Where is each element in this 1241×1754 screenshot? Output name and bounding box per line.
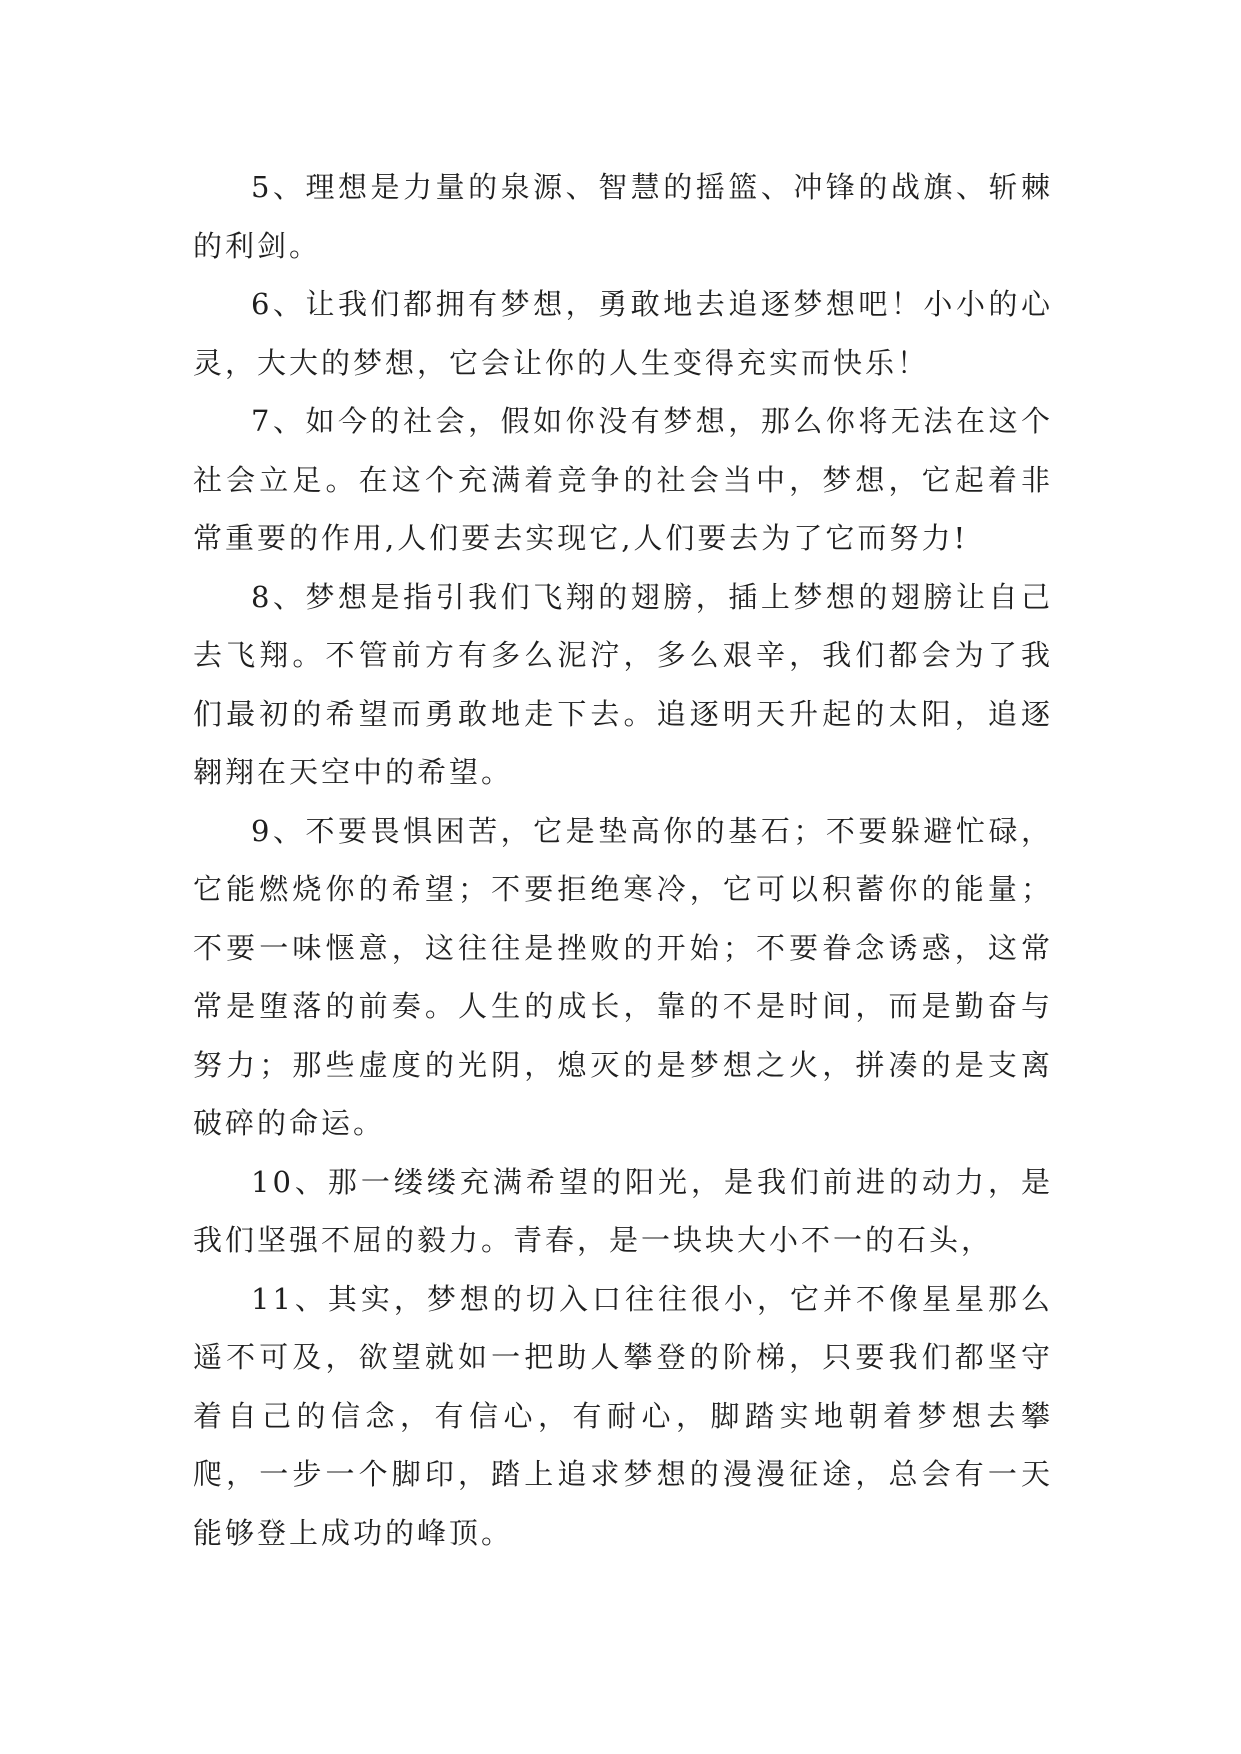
paragraph-5: 5、理想是力量的泉源、智慧的摇篮、冲锋的战旗、斩棘的利剑。 bbox=[193, 170, 1053, 263]
paragraph-7: 7、如今的社会，假如你没有梦想，那么你将无法在这个社会立足。在这个充满着竞争的社会当中，梦想，它起着非常重要的作用,人们要去实现它,人们要去为了它而努力! bbox=[193, 404, 1053, 555]
paragraph-8: 8、梦想是指引我们飞翔的翅膀，插上梦想的翅膀让自己去飞翔。不管前方有多么泥泞，多么艰辛，我们都会为了我们最初的希望而勇敢地走下去。追逐明天升起的太阳，追逐翱翔在天空中的希望。 bbox=[193, 579, 1053, 789]
paragraph-10: 10、那一缕缕充满希望的阳光，是我们前进的动力，是我们坚强不屈的毅力。青春，是一块块大小不一的石头， bbox=[193, 1164, 1053, 1257]
paragraph-9: 9、不要畏惧困苦，它是垫高你的基石；不要躲避忙碌，它能燃烧你的希望；不要拒绝寒冷，它可以积蓄你的能量；不要一味惬意，这往往是挫败的开始；不要眷念诱惑，这常常是堕落的前奏。人生的成长，靠的不是时间，而是勤奋与努力；那些虚度的光阴，熄灭的是梦想之火，拼凑的是支离破碎的命运。 bbox=[193, 813, 1053, 1140]
document-body bbox=[193, 158, 1053, 1562]
paragraph-6: 6、让我们都拥有梦想，勇敢地去追逐梦想吧！小小的心灵，大大的梦想，它会让你的人生变得充实而快乐！ bbox=[193, 287, 1053, 380]
paragraph-11: 11、其实，梦想的切入口往往很小，它并不像星星那么遥不可及，欲望就如一把助人攀登的阶梯，只要我们都坚守着自己的信念，有信心，有耐心，脚踏实地朝着梦想去攀爬，一步一个脚印，踏上追求梦想的漫漫征途，总会有一天能够登上成功的峰顶。 bbox=[193, 1281, 1053, 1550]
